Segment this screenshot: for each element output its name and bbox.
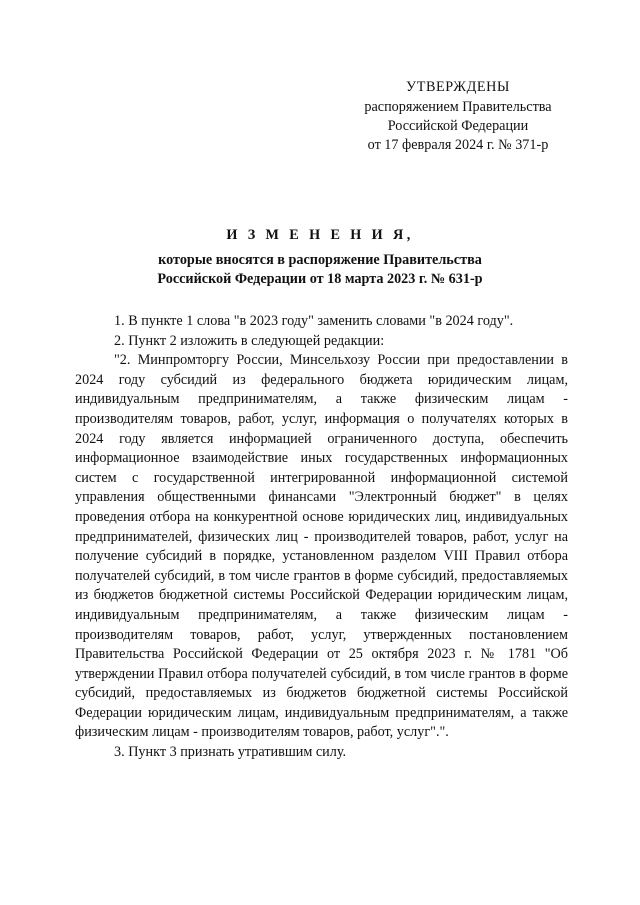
approval-line-date-number: от 17 февраля 2024 г. № 371-р	[367, 137, 549, 153]
paragraph-2-new-text: "2. Минпромторгу России, Минсельхозу России при предоставлении в 2024 году субсидий из федерального бюджета юридическим лицам, индивидуальным предпринимателям, а также физическим лицам - производителям товаров, работ, услуг, информация о получателях которых в 2024 году является информацией ограниченного доступа, обеспечить информационное взаимодействие иных государственных информационных систем с государственной интегрированной информационной системой управления общественными финансами "Электронный бюджет" в целях проведения отбора на конкурентной основе юридических лиц, индивидуальных предпринимателей, физических лиц - производителей товаров, работ, услуг на получение субсидий в порядке, установленном разделом VIII Правил отбора получателей субсидий, в том числе грантов в форме субсидий, предоставляемых из бюджетов бюджетной системы Российской Федерации юридическим лицам, индивидуальным предпринимателям, а также физическим лицам - производителям товаров, работ, услуг, утвержденных постановлением Правительства Российской Федерации от 25 октября 2023 г. № 1781 "Об утверждении Правил отбора получателей субсидий, в том числе грантов в форме субсидий, предоставляемых из бюджетов бюджетной системы Российской Федерации юридическим лицам, индивидуальным предпринимателям, а также физическим лицам - производителям товаров, работ, услуг".".	[75, 352, 568, 741]
approval-title: УТВЕРЖДЕНЫ	[406, 79, 510, 95]
approval-block	[340, 78, 576, 155]
heading-subtitle-line2: Российской Федерации от 18 марта 2023 г. № 631-р	[157, 271, 483, 287]
heading-subtitle-line1: которые вносятся в распоряжение Правительства	[158, 252, 482, 268]
document-heading	[90, 226, 550, 289]
approval-line-authority: распоряжением Правительства	[364, 99, 552, 115]
document-body	[75, 312, 568, 763]
heading-title: И З М Е Н Е Н И Я,	[226, 227, 414, 243]
paragraph-3: 3. Пункт 3 признать утратившим силу.	[114, 744, 347, 761]
paragraph-1: 1. В пункте 1 слова "в 2023 году" заменить словами "в 2024 году".	[114, 313, 514, 329]
approval-line-country: Российской Федерации	[387, 118, 529, 134]
paragraph-2: 2. Пункт 2 изложить в следующей редакции:	[114, 332, 385, 349]
